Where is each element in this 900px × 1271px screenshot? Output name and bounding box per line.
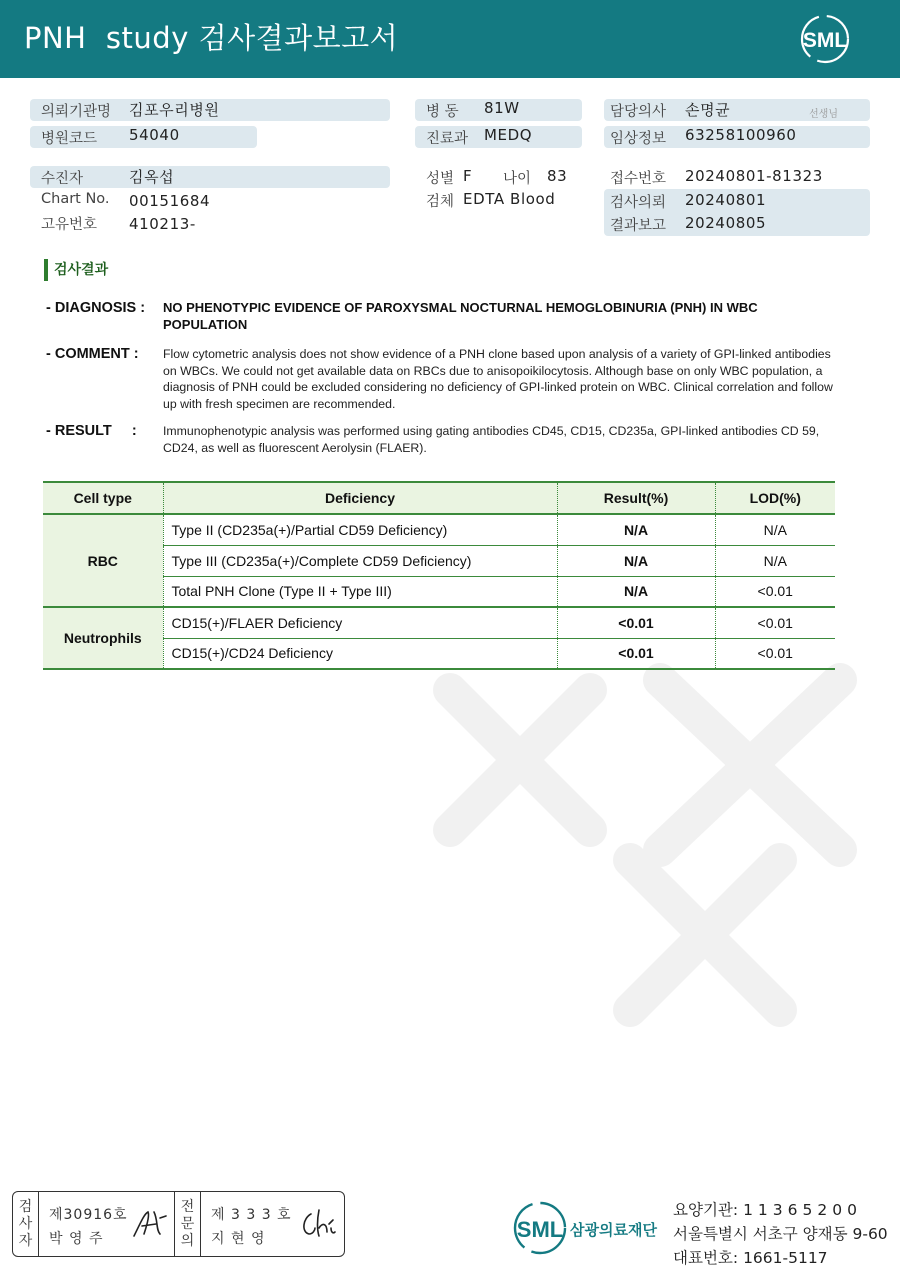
result-cell: N/A — [557, 514, 715, 545]
specialist-cell — [201, 1192, 341, 1256]
patient-name-value: 김옥섭 — [129, 168, 175, 186]
examiner-name: 박 영 주 — [49, 1231, 104, 1247]
examiner-label-char: 검 — [18, 1198, 33, 1215]
result-cell: <0.01 — [557, 638, 715, 669]
deficiency-cell: CD15(+)/CD24 Deficiency — [163, 638, 557, 669]
lod-cell: <0.01 — [715, 576, 835, 607]
doctor-label: 담당의사 — [610, 104, 667, 120]
unique-no-label: 고유번호 — [41, 217, 98, 233]
specialist-label-char: 전 — [180, 1198, 195, 1215]
unique-no-value: 410213- — [129, 215, 196, 233]
organization-info — [673, 1198, 888, 1270]
institution-label: 의뢰기관명 — [41, 104, 112, 120]
table-row — [43, 514, 835, 545]
report-title: PNH study 검사결과보고서 — [24, 21, 399, 55]
result-table — [43, 481, 835, 670]
organization-name: 삼광의료재단 — [570, 1221, 657, 1239]
result-cell: N/A — [557, 576, 715, 607]
footer-sml-logo — [510, 1200, 570, 1256]
result-cell: N/A — [557, 545, 715, 576]
diagnosis-label: - DIAGNOSIS : — [46, 300, 146, 316]
ward-value: 81W — [484, 99, 520, 117]
section-title: 검사결과 — [44, 259, 108, 281]
result-label: - RESULT : — [46, 423, 137, 439]
header-result: Result(%) — [557, 482, 715, 514]
cell-type-rbc: RBC — [43, 514, 163, 607]
clinical-value: 63258100960 — [685, 126, 797, 144]
examiner-cell — [39, 1192, 175, 1256]
phone-value: 1661-5117 — [743, 1249, 828, 1267]
specialist-signature — [297, 1206, 337, 1242]
care-code-label: 요양기관: — [673, 1201, 739, 1219]
department-label: 진료과 — [426, 131, 469, 147]
header-lod: LOD(%) — [715, 482, 835, 514]
specimen-label: 검체 — [426, 194, 455, 210]
examiner-label-char: 자 — [18, 1232, 33, 1249]
age-value: 83 — [547, 167, 568, 185]
header-deficiency: Deficiency — [163, 482, 557, 514]
care-code-value: 11365200 — [743, 1201, 862, 1219]
hospital-code-label: 병원코드 — [41, 131, 98, 147]
comment-label: - COMMENT : — [46, 346, 139, 362]
specialist-label-char: 의 — [180, 1232, 195, 1249]
hospital-code-value: 54040 — [129, 126, 180, 144]
lod-cell: N/A — [715, 514, 835, 545]
cell-type-neutrophils: Neutrophils — [43, 607, 163, 669]
deficiency-cell: CD15(+)/FLAER Deficiency — [163, 607, 557, 638]
examiner-vertical-label — [13, 1192, 39, 1256]
footer-logo-text: SML — [516, 1217, 564, 1242]
doctor-value: 손명균 — [685, 101, 731, 119]
specialist-vertical-label — [175, 1192, 201, 1256]
table-row — [43, 607, 835, 638]
header-cell-type: Cell type — [43, 482, 163, 514]
request-label: 검사의뢰 — [610, 195, 667, 211]
examiner-signature — [130, 1206, 170, 1242]
institution-value: 김포우리병원 — [129, 101, 220, 119]
receipt-value: 20240801-81323 — [685, 167, 823, 185]
deficiency-cell: Total PNH Clone (Type II + Type III) — [163, 576, 557, 607]
department-value: MEDQ — [484, 126, 533, 144]
sex-value: F — [463, 167, 473, 185]
clinical-label: 임상정보 — [610, 131, 667, 147]
patient-name-label: 수진자 — [41, 171, 84, 187]
chart-no-value: 00151684 — [129, 192, 211, 210]
table-header-row — [43, 482, 835, 514]
deficiency-cell: Type III (CD235a(+)/Complete CD59 Deficiency) — [163, 545, 557, 576]
result-cell: <0.01 — [557, 607, 715, 638]
doctor-suffix: 선생님 — [809, 109, 838, 120]
sml-logo — [795, 12, 855, 66]
lod-cell: <0.01 — [715, 607, 835, 638]
ward-label: 병 동 — [426, 104, 459, 120]
care-code-line — [673, 1198, 888, 1222]
phone-line — [673, 1246, 888, 1270]
address-line: 서울특별시 서초구 양재동 9-60 — [673, 1225, 888, 1243]
specialist-number: 제 3 3 3 호 — [211, 1207, 292, 1223]
examiner-label-char: 사 — [18, 1215, 33, 1232]
lod-cell: <0.01 — [715, 638, 835, 669]
age-label: 나이 — [503, 171, 532, 187]
report-date-label: 결과보고 — [610, 218, 667, 234]
lod-cell: N/A — [715, 545, 835, 576]
deficiency-cell: Type II (CD235a(+)/Partial CD59 Deficiency) — [163, 514, 557, 545]
examiner-number: 제30916호 — [49, 1207, 128, 1223]
signature-stamp — [12, 1191, 345, 1257]
phone-label: 대표번호: — [673, 1249, 739, 1267]
chart-no-label: Chart No. — [41, 191, 110, 207]
specialist-name: 지 현 영 — [211, 1231, 266, 1247]
sml-logo-text: SML — [802, 29, 848, 52]
report-header — [0, 0, 900, 78]
specialist-label-char: 문 — [180, 1215, 195, 1232]
diagnosis-text: NO PHENOTYPIC EVIDENCE OF PAROXYSMAL NOCTURNAL HEMOGLOBINURIA (PNH) IN WBC POPULATION — [163, 300, 758, 332]
specimen-value: EDTA Blood — [463, 190, 556, 208]
result-text: Immunophenotypic analysis was performed using gating antibodies CD45, CD15, CD235a, GPI-linked antibodies CD 59, CD24, as well as fluorescent Aerolysin (FLAER). — [163, 424, 820, 455]
report-date-value: 20240805 — [685, 214, 767, 232]
info-bar — [30, 166, 390, 188]
request-value: 20240801 — [685, 191, 767, 209]
comment-text: Flow cytometric analysis does not show evidence of a PNH clone based upon analysis of a variety of GPI-linked antibodies on WBCs. We could not get available data on RBCs due to anisopoikilocytosis. Although base on only WBC population, a diagnosis of PNH could be excluded considering no deficiency of GPI-linked protein on WBC. Clinical correlation and follow up with fresh specimen are recommended. — [163, 347, 833, 411]
receipt-label: 접수번호 — [610, 171, 667, 187]
sex-label: 성별 — [426, 171, 455, 187]
